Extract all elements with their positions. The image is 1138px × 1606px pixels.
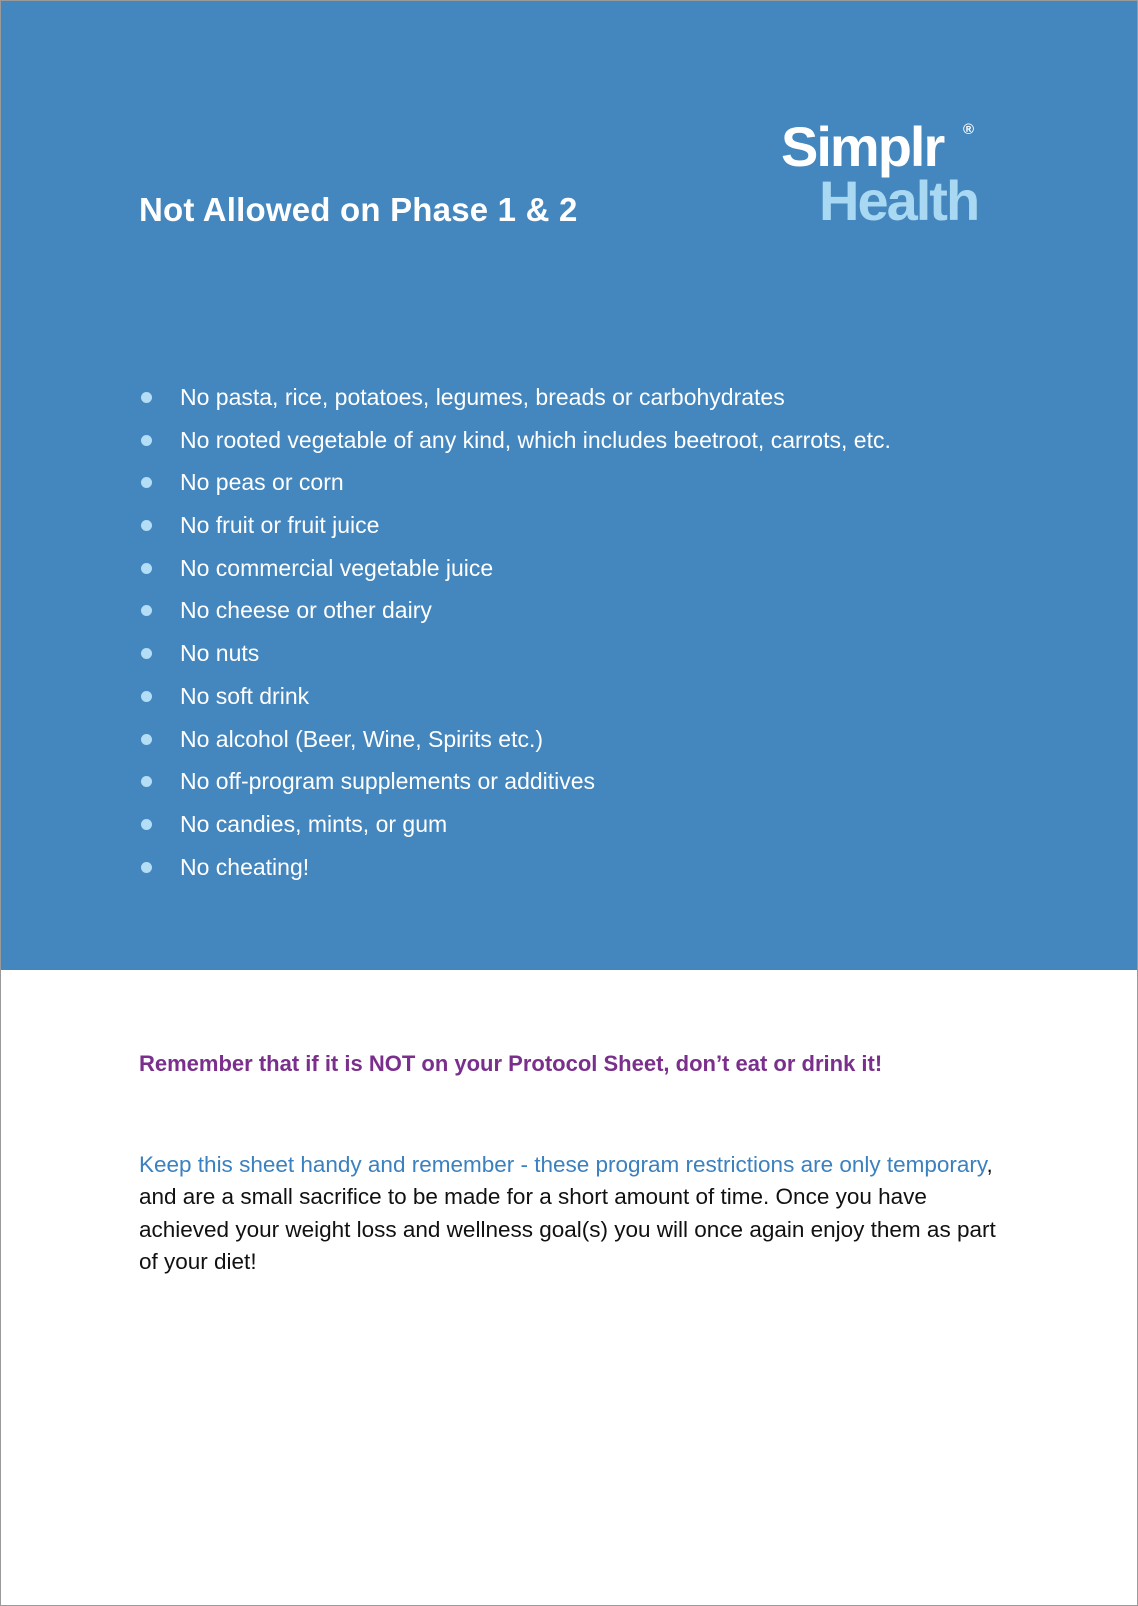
list-item	[139, 419, 891, 462]
closing-text: , and are a small sacrifice to be made for a short amount of time. Once you have achieved your weight loss and wellness goal(s) you will once again enjoy them as part of your diet!	[139, 1152, 996, 1274]
list-item-text: No rooted vegetable of any kind, which includes beetroot, carrots, etc.	[180, 426, 891, 453]
page-title: Not Allowed on Phase 1 & 2	[139, 191, 578, 228]
list-item-text: No cheating!	[180, 853, 310, 880]
list-item-text: No candies, mints, or gum	[180, 810, 448, 837]
bullet-icon	[141, 477, 152, 488]
list-item-text: No nuts	[180, 640, 260, 667]
closing-paragraph	[139, 1149, 999, 1278]
list-item	[139, 760, 891, 803]
brand-logo	[781, 115, 1011, 232]
list-item	[139, 632, 891, 675]
list-item	[139, 461, 891, 504]
bullet-icon	[141, 392, 152, 403]
list-item	[139, 547, 891, 590]
bullet-icon	[141, 776, 152, 787]
logo-wordmark-top: Simplr	[781, 115, 944, 178]
list-item	[139, 675, 891, 718]
list-item-text: No cheese or other dairy	[180, 597, 432, 624]
restrictions-list	[139, 376, 891, 888]
closing-highlight: Keep this sheet handy and remember - these program restrictions are only temporary	[139, 1152, 987, 1177]
list-item-text: No pasta, rice, potatoes, legumes, breads or carbohydrates	[180, 384, 785, 410]
list-item-text: No peas or corn	[180, 469, 344, 496]
list-item	[139, 589, 891, 632]
list-item	[139, 504, 891, 547]
list-item-text: No soft drink	[180, 682, 310, 709]
bullet-icon	[141, 819, 152, 830]
bullet-icon	[141, 563, 152, 574]
list-item	[139, 376, 891, 419]
reminder-note: Remember that if it is NOT on your Protocol Sheet, don’t eat or drink it!	[139, 1051, 883, 1076]
bullet-icon	[141, 734, 152, 745]
bullet-icon	[141, 648, 152, 659]
bullet-icon	[141, 862, 152, 873]
bullet-icon	[141, 435, 152, 446]
list-item-text: No commercial vegetable juice	[180, 554, 494, 581]
bullet-icon	[141, 605, 152, 616]
list-item-text: No off-program supplements or additives	[180, 768, 596, 795]
list-item	[139, 846, 891, 889]
list-item	[139, 803, 891, 846]
bullet-icon	[141, 520, 152, 531]
list-item	[139, 718, 891, 761]
list-item-text: No fruit or fruit juice	[180, 512, 380, 539]
logo-wordmark-bottom: Health	[819, 169, 979, 232]
list-item-text: No alcohol (Beer, Wine, Spirits etc.)	[180, 725, 544, 752]
header-band	[1, 1, 1137, 970]
bullet-icon	[141, 691, 152, 702]
registered-mark: ®	[963, 121, 975, 138]
